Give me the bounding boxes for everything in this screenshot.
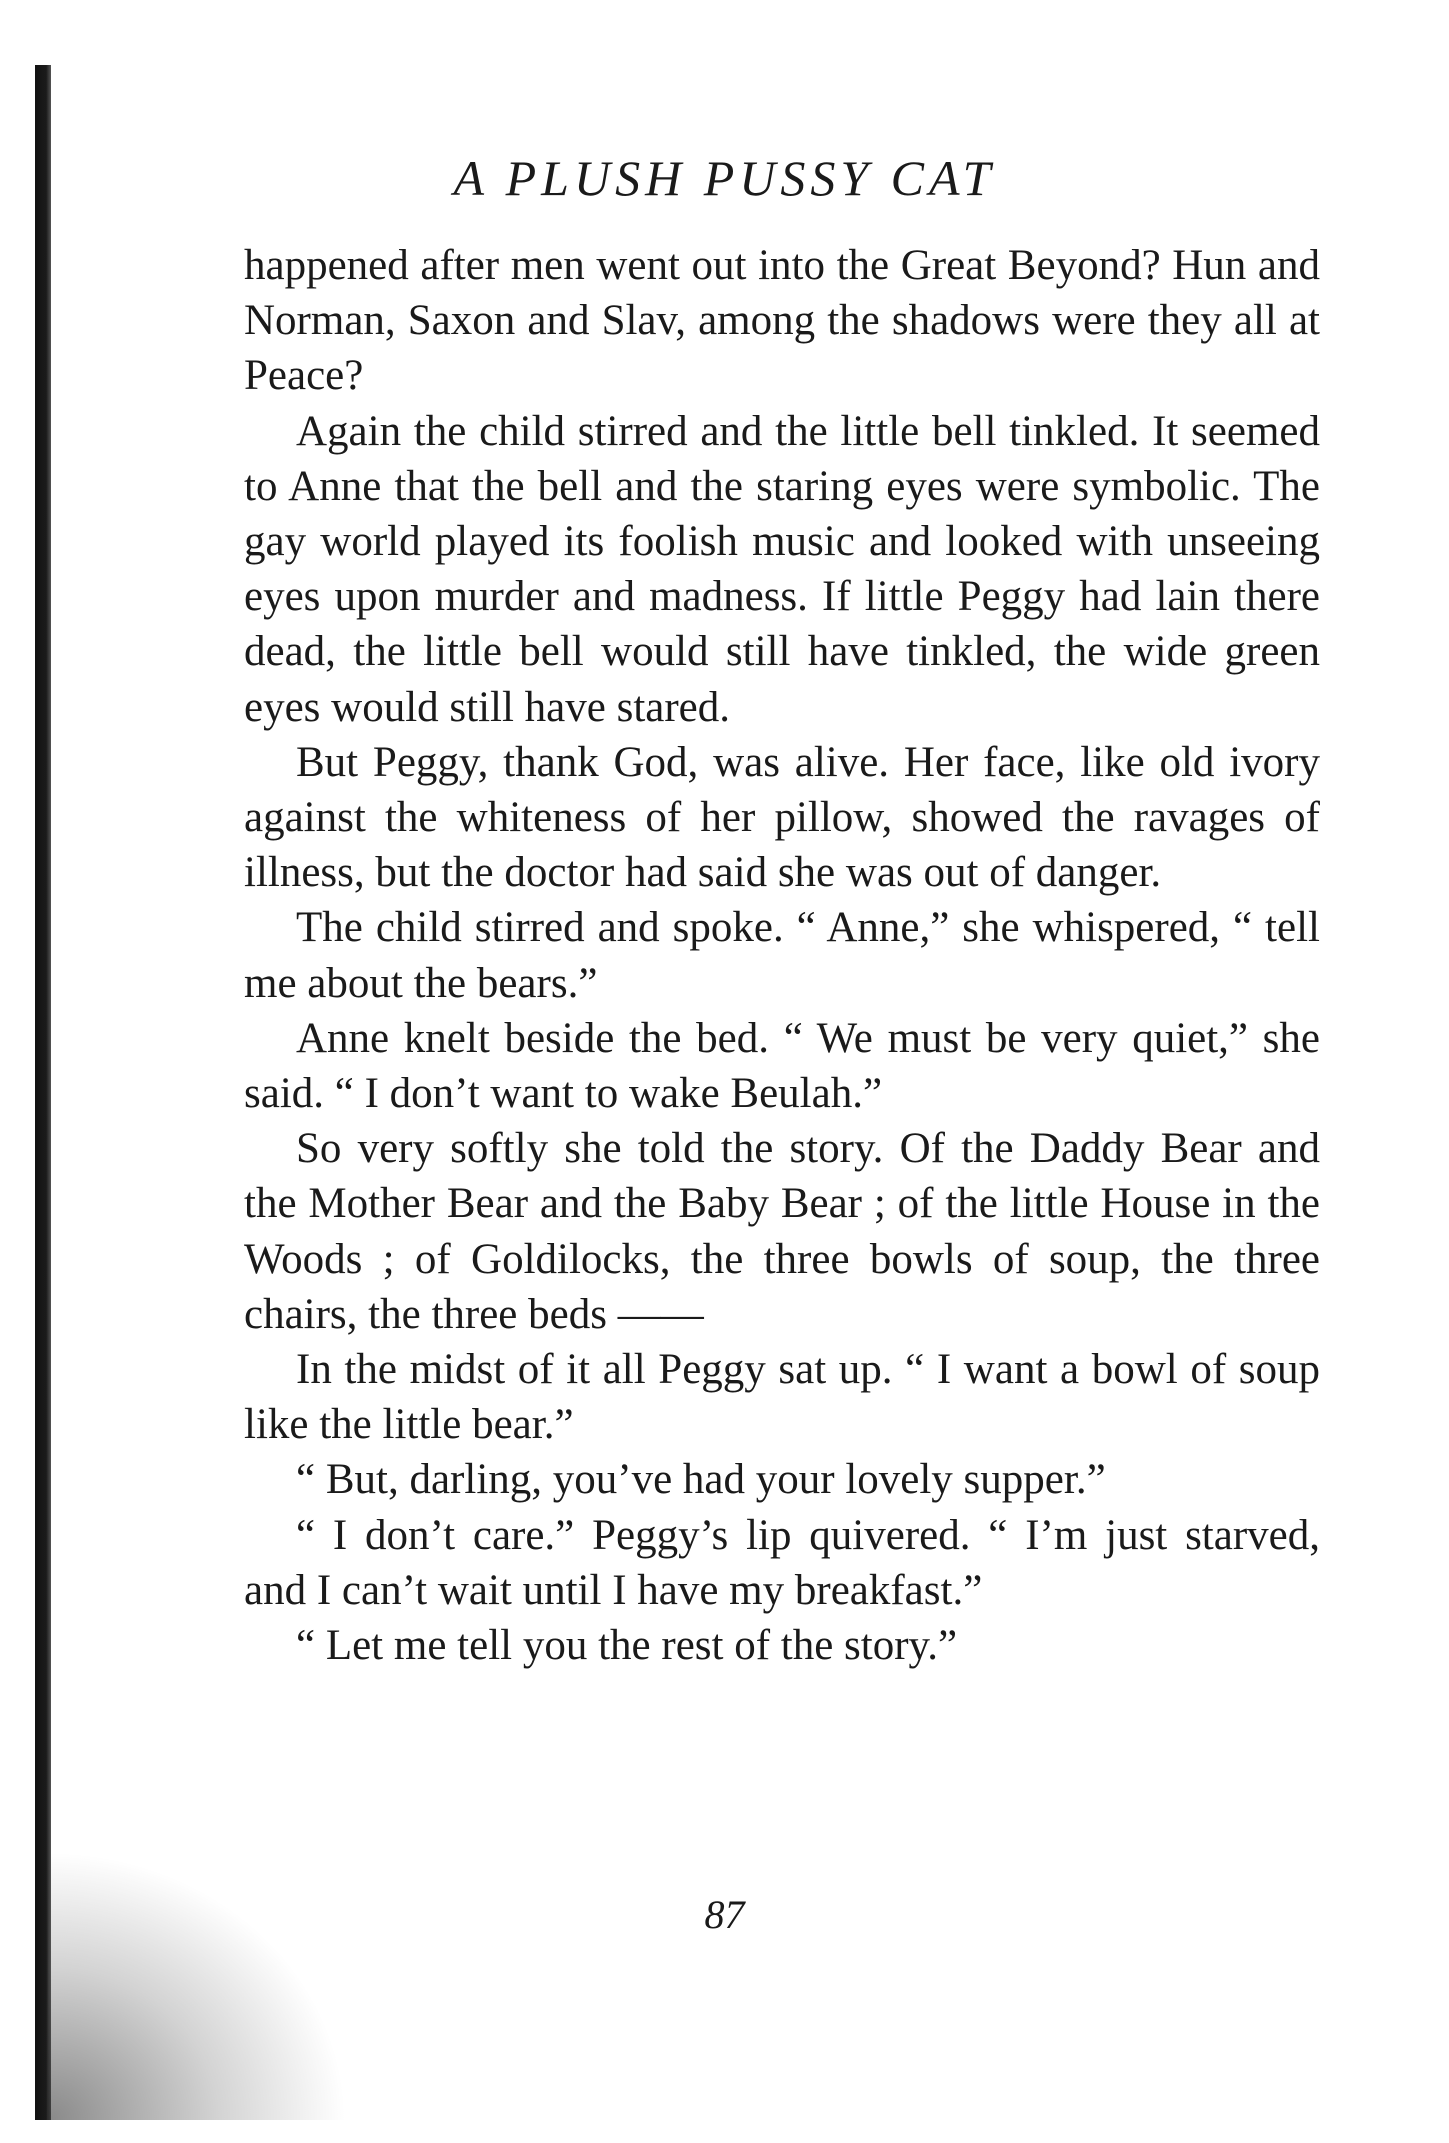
paragraph: “ I don’t care.” Peggy’s lip quivered. “ I’m just starved, and I can’t wait until I have my breakfast.” — [244, 1511, 1320, 1614]
paragraph: Again the child stirred and the little bell tinkled. It seemed to Anne that the bell and the staring eyes were symbolic. The gay world played its foolish music and looked with unseeing eyes upon murder and madness. If little Peggy had lain there dead, the little bell would still have tinkled, the wide green eyes would still have stared. — [244, 407, 1320, 731]
paragraph: “ But, darling, you’ve had your lovely supper.” — [296, 1456, 1106, 1504]
paragraph: But Peggy, thank God, was alive. Her face, like old ivory against the whiteness of her pillow, showed the ravages of illness, but the doctor had said she was out of danger. — [244, 738, 1320, 897]
paragraph: In the midst of it all Peggy sat up. “ I want a bowl of soup like the little bear.” — [244, 1346, 1320, 1449]
body-text — [244, 238, 1320, 1673]
running-head: A PLUSH PUSSY CAT — [453, 150, 996, 206]
paragraph: happened after men went out into the Great Beyond? Hun and Norman, Saxon and Slav, among the shadows were they all at Peace? — [244, 242, 1320, 400]
paragraph: Anne knelt beside the bed. “ We must be very quiet,” she said. “ I don’t want to wake Beulah.” — [244, 1014, 1320, 1118]
paragraph: So very softly she told the story. Of the Daddy Bear and the Mother Bear and the Baby Bear ; of the little House in the Woods ; of Goldilocks, the three bowls of soup, the three chairs, the three beds —— — [244, 1125, 1320, 1338]
paragraph: The child stirred and spoke. “ Anne,” she whispered, “ tell me about the bears.” — [244, 904, 1320, 1007]
page-number: 87 — [704, 1892, 745, 1937]
paragraph: “ Let me tell you the rest of the story.” — [296, 1622, 958, 1670]
binding-shadow — [35, 65, 51, 2120]
